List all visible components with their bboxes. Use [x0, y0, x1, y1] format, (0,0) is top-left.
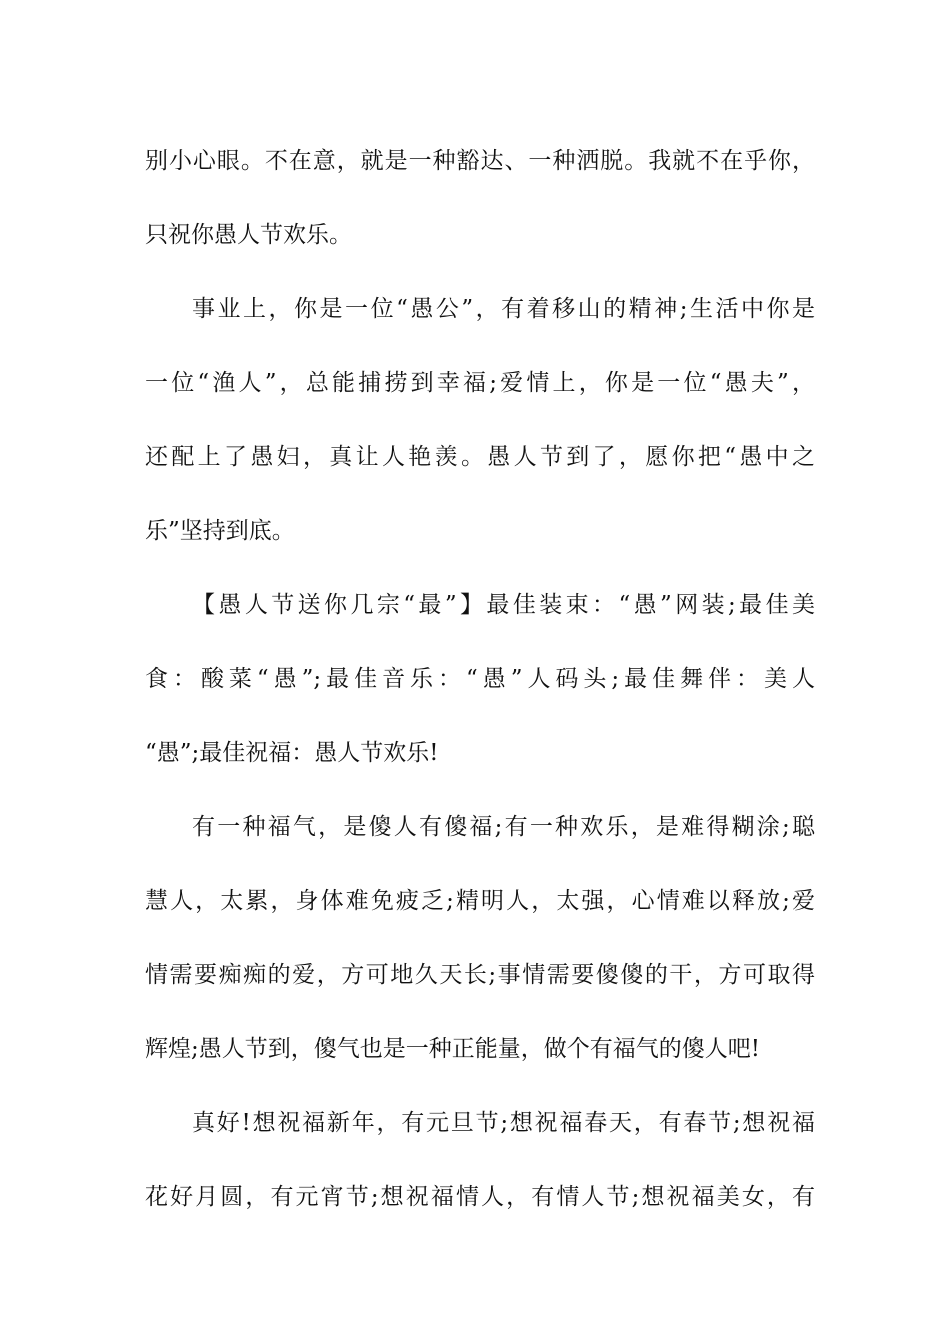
- text-line: 只祝你愚人节欢乐。: [145, 222, 352, 248]
- text-line: 花好月圆，有元宵节;想祝福情人，有情人节;想祝福美女，有: [145, 1184, 815, 1210]
- text-line: 辉煌;愚人节到，傻气也是一种正能量，做个有福气的傻人吧!: [145, 1036, 760, 1062]
- text-line: “愚”;最佳祝福：愚人节欢乐!: [145, 740, 439, 766]
- text-line: 慧人，太累，身体难免疲乏;精明人，太强，心情难以释放;爱: [145, 888, 815, 914]
- text-line: 【愚人节送你几宗“最”】最佳装束：“愚”网装;最佳美: [192, 592, 815, 618]
- text-line: 乐”坚持到底。: [145, 518, 295, 544]
- text-line: 情需要痴痴的爱，方可地久天长;事情需要傻傻的干，方可取得: [145, 962, 815, 988]
- text-line: 真好!想祝福新年，有元旦节;想祝福春天，有春节;想祝福: [192, 1110, 815, 1136]
- text-line: 还配上了愚妇，真让人艳羡。愚人节到了，愿你把“愚中之: [145, 444, 815, 470]
- text-line: 别小心眼。不在意，就是一种豁达、一种洒脱。我就不在乎你，: [145, 148, 815, 174]
- text-line: 有一种福气，是傻人有傻福;有一种欢乐，是难得糊涂;聪: [192, 814, 815, 840]
- text-line: 事业上，你是一位“愚公”，有着移山的精神;生活中你是: [192, 296, 815, 322]
- text-line: 一位“渔人”，总能捕捞到幸福;爱情上，你是一位“愚夫”，: [145, 370, 815, 396]
- text-line: 食：酸菜“愚”;最佳音乐：“愚”人码头;最佳舞伴：美人: [145, 666, 815, 692]
- document-body: [145, 124, 815, 1234]
